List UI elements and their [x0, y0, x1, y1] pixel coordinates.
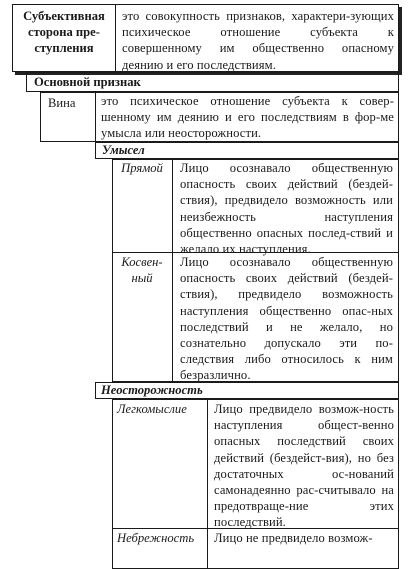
carelessness-term: Небрежность: [117, 531, 195, 545]
subjective-side-term: Субъективная сторона пре-ступления: [23, 9, 105, 56]
guilt-term: Вина: [48, 96, 76, 110]
main-sign-label: Основной признак: [34, 75, 141, 89]
guilt-divider: [95, 92, 96, 142]
negligence-divider: [207, 399, 208, 569]
guilt-definition: это психическое отношение субъекта к совер-шенному им деянию и его последствиям в фор-ме умысла или неосторожности.: [101, 94, 394, 141]
direct-intent-definition: Лицо осознавало общественную опасность своих действий (бездей-ствия), предвидело возможность или неизбежность наступления общественно опасных послед-ствий и желало их наступления.: [180, 161, 393, 257]
subjective-side-definition: это совокупность признаков, характери-зующих психическое отношение субъекта к совершенному им общественно опасному деянию и его последствиям.: [122, 9, 394, 72]
negligence-label: Неосторожность: [101, 383, 203, 397]
direct-intent-term: Прямой: [121, 161, 163, 175]
frivolity-definition: Лицо предвидело возмож-ность наступления общест-венно опасных последствий своих действий (бездейст-вия), но без достаточных ос-нований самонадеянно рас-считывало на предотвраще-ние этих последствий.: [214, 402, 394, 530]
intent-divider: [172, 159, 173, 382]
frivolity-term: Легкомыслие: [117, 402, 187, 416]
intent-label: Умысел: [102, 143, 145, 157]
indirect-intent-term: Косвен-ный: [121, 255, 163, 286]
top-divider: [115, 4, 116, 72]
carelessness-definition: Лицо не предвидело возмож-: [214, 531, 373, 545]
indirect-intent-definition: Лицо осознавало общественную опасность своих действий (бездей-ствия), предвидело возможность наступления общественно опас-ных последствий и не желало, но сознательно допускало эти по-следствия либо относилось к ним безразлично.: [180, 255, 393, 383]
